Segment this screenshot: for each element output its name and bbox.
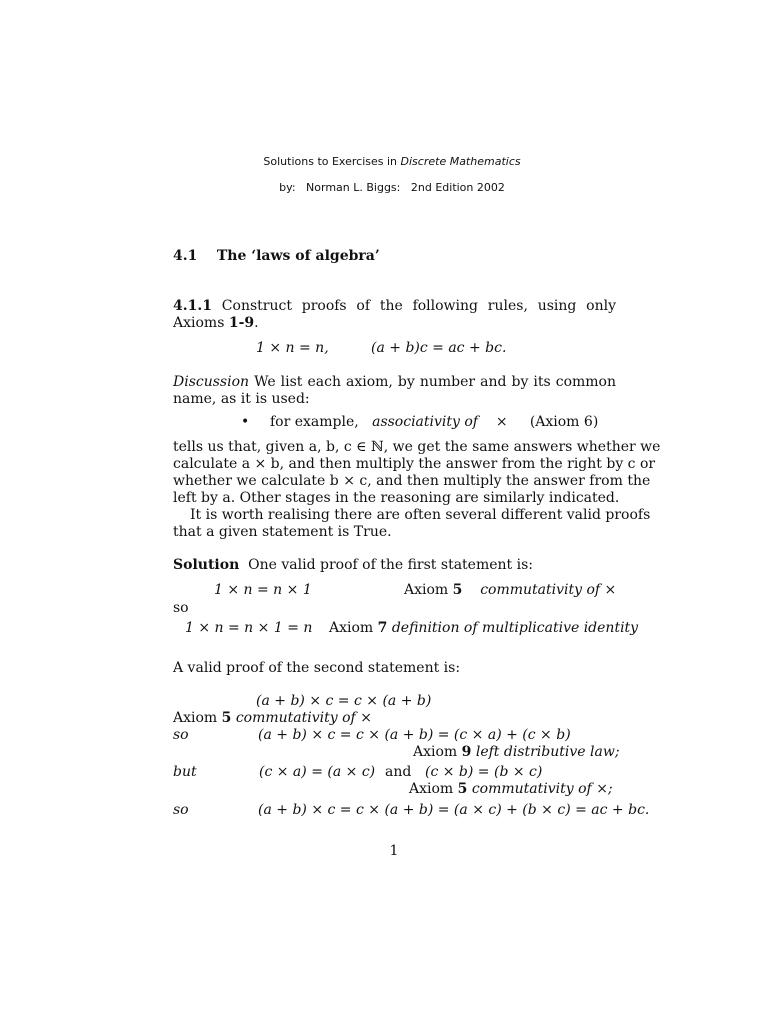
paragraph-line: tells us that, given a, b, c ∈ ℕ, we get the same answers whether we [173,439,661,455]
equation-1-justification: Axiom 5 commutativity of × [404,582,617,598]
s2-so-2: so [173,802,189,818]
bullet-icon: • [241,414,250,430]
equation-1: 1 × n = n × 1 [214,582,312,598]
section-heading [173,248,380,265]
section-title: The ‘laws of algebra’ [216,248,380,264]
discussion-line-1: Discussion We list each axiom, by number and by its common [173,374,616,390]
s2-but: but [173,764,197,780]
exercise-text: Construct proofs of the following rules, using only [221,298,616,314]
discussion-paragraph [173,439,661,507]
title-sans: Solutions to Exercises [263,155,384,168]
s2-and: and [385,764,412,780]
solution-intro: Solution One valid proof of the first statement is: [173,557,533,573]
exercise-number: 4.1.1 [173,298,212,314]
paragraph-line: whether we calculate b × c, and then multiply the answer from the [173,473,651,489]
rule-1: 1 × n = n, [256,340,329,356]
s2-equation-1: (a + b) × c = c × (a + b) [256,693,432,709]
rule-2: (a + b)c = ac + bc. [371,340,507,356]
edition: 2nd Edition 2002 [410,181,505,194]
paragraph-line: that a given statement is True. [173,524,392,540]
paragraph-line: It is worth realising there are often several different valid proofs [190,507,651,523]
paragraph-line: calculate a × b, and then multiply the answer from the right by c or [173,456,656,472]
s2-justification-1: Axiom 5 commutativity of × [173,710,372,726]
discussion-paragraph-2 [173,507,651,541]
exercise-line-1 [173,298,616,315]
bullet-text: for example, associativity of × (Axiom 6) [270,414,599,430]
solution-label: Solution [173,557,240,573]
author-name: Norman L. Biggs: [306,181,401,194]
s2-equation-4: (a + b) × c = c × (a + b) = (a × c) + (b × c) = ac + bc. [258,802,650,818]
exercise-line-2: Axioms 1-9. [173,315,259,331]
discussion-line-2: name, as it is used: [173,391,310,407]
title-in: in [387,155,398,168]
so-label: so [173,600,189,616]
s2-justification-2: Axiom 9 left distributive law; [413,744,620,760]
s2-equation-2: (a + b) × c = c × (a + b) = (c × a) + (c × b) [258,727,571,743]
axiom-range: 1-9 [228,315,255,331]
author-line [0,179,768,196]
second-proof-intro: A valid proof of the second statement is: [173,660,461,676]
discussion-label: Discussion [173,374,250,390]
s2-justification-3: Axiom 5 commutativity of ×; [409,781,613,797]
s2-so-1: so [173,727,189,743]
by-label: by: [279,181,296,194]
equation-2-justification: Axiom 7 definition of multiplicative identity [329,620,639,636]
equation-2: 1 × n = n × 1 = n [185,620,313,636]
title-book: Discrete Mathematics [400,155,521,168]
s2-equation-3b: (c × b) = (b × c) [425,764,543,780]
paragraph-line: left by a. Other stages in the reasoning are similarly indicated. [173,490,620,506]
document-title [0,153,768,170]
section-number: 4.1 [173,248,198,264]
s2-equation-3a: (c × a) = (a × c) [259,764,376,780]
page-number: 1 [389,843,399,859]
